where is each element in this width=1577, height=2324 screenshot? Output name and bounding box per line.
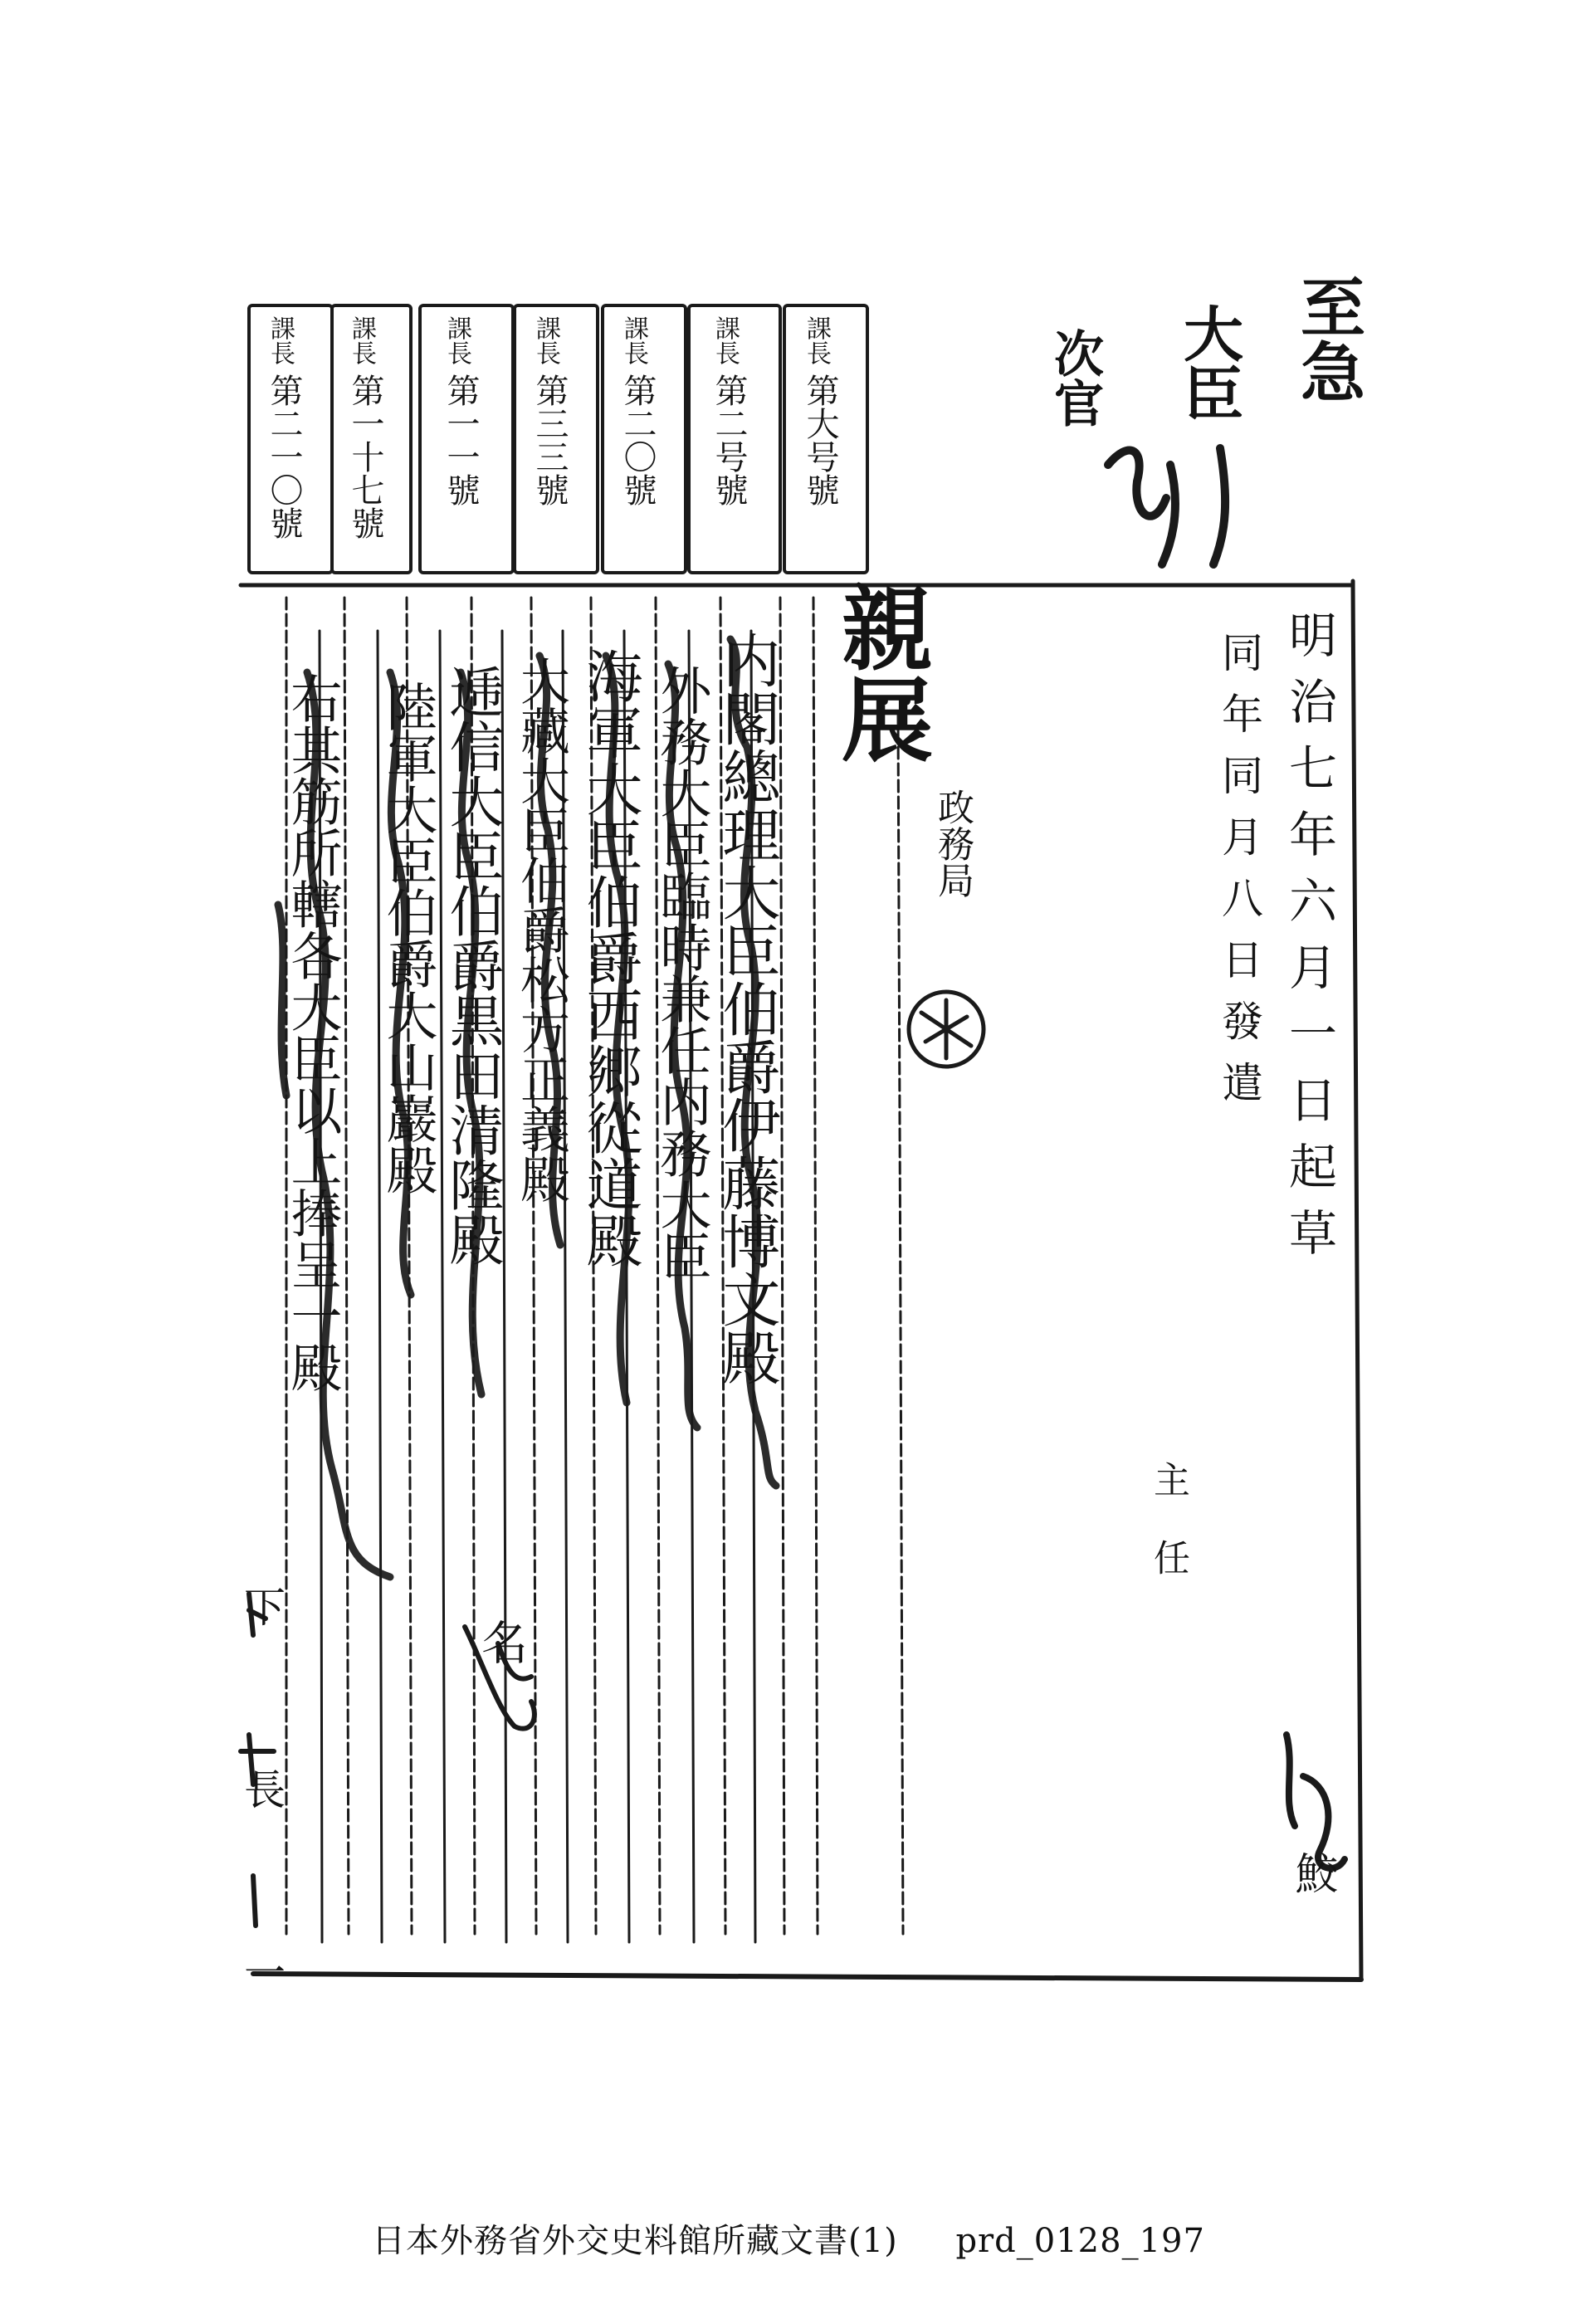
- stamp-box-label: 課長: [442, 315, 471, 365]
- bureau-seal-note: 政務局: [931, 788, 974, 898]
- stamp-box-label: 課長: [619, 315, 648, 365]
- stamp-box-label: 課長: [266, 315, 295, 365]
- address-line: 内閣總理大臣伯爵伊藤博文殿: [713, 631, 781, 1386]
- stamp-box-number: 第二号號: [710, 374, 748, 506]
- stamp-box-number: 第二一〇號: [265, 374, 303, 540]
- collection-name: 日本外務省外交史料館所藏文書(1): [372, 2222, 898, 2260]
- address-line: 海軍大臣伯爵西郷從道殿: [577, 647, 642, 1268]
- confidential-heading: 親展: [827, 581, 934, 764]
- minister-label: 大臣: [1174, 303, 1244, 422]
- sender-label: 名: [474, 1618, 528, 1665]
- bottom-signature: [1286, 1735, 1345, 1868]
- stamp-box-number: 第一一號: [442, 374, 480, 506]
- round-seal: [909, 992, 984, 1067]
- stamp-box-number: 第二〇號: [618, 374, 657, 506]
- address-line: 右其筋所轄各大臣以上捧呈一殿: [282, 672, 343, 1393]
- stamp-box-number: 第一十七號: [346, 374, 384, 540]
- stamp-box-number: 第三三號: [530, 374, 569, 506]
- stamp-box-number: 第大号號: [801, 374, 839, 506]
- vice-minister-label: 次官: [1046, 328, 1104, 427]
- left-margin-note: 下 長 一: [237, 1585, 286, 2042]
- date-line-drafted: 明治七年六月一日起草: [1281, 610, 1337, 1274]
- stamp-box-label: 課長: [710, 315, 740, 365]
- document-id: prd_0128_197: [955, 2222, 1205, 2260]
- stamp-box-label: 課長: [531, 315, 560, 365]
- address-line: 大藏大臣伯爵松方正義殿: [512, 656, 570, 1204]
- stamp-box-label: 課長: [347, 315, 376, 365]
- address-line: 外務大臣臨時兼任内務大臣: [652, 664, 712, 1282]
- stamp-box-label: 課長: [802, 315, 831, 365]
- chief-label: 主任: [1147, 1461, 1189, 1617]
- urgent-label: 至急: [1290, 274, 1365, 403]
- address-line: 陸軍大臣伯爵大山巖殿: [378, 681, 438, 1195]
- date-line-dispatched: 同年同月八日發遣: [1215, 631, 1263, 1122]
- minister-brush-signature: [1108, 448, 1225, 564]
- address-line: 逓信大臣伯爵黒田清隆殿: [440, 664, 504, 1267]
- signature-label: 鮫: [1287, 1851, 1337, 1894]
- archive-caption: [0, 2214, 1577, 2262]
